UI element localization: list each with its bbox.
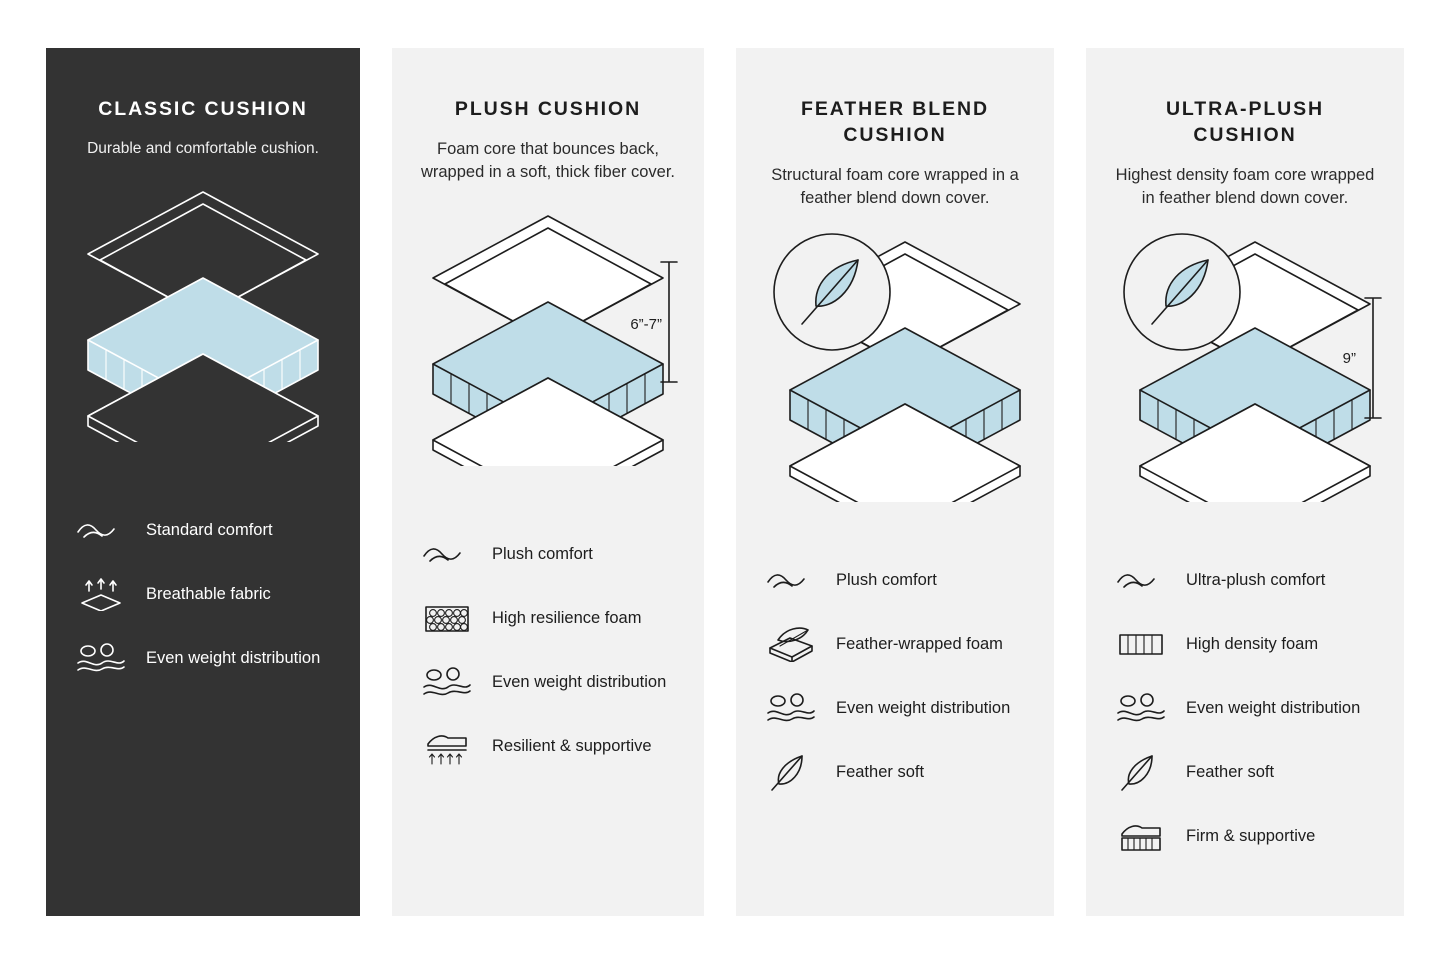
- card-title: ULTRA-PLUSH CUSHION: [1165, 98, 1325, 146]
- cushion-layers-diagram: [418, 206, 678, 506]
- weight-distribution-icon: [1112, 686, 1170, 730]
- feature-label: Firm & supportive: [1186, 827, 1316, 845]
- feature-label: High density foam: [1186, 635, 1319, 653]
- card-description: Structural foam core wrapped in a feather blend down cover.: [771, 166, 1019, 207]
- feature-label: Resilient & supportive: [492, 737, 652, 755]
- honeycomb-foam-icon: [418, 596, 476, 640]
- feature-label: Plush comfort: [492, 545, 593, 563]
- weight-distribution-icon: [72, 636, 130, 680]
- feature-list: [1112, 548, 1378, 868]
- resilient-support-icon: [418, 724, 476, 768]
- feature-item: [1112, 740, 1378, 804]
- feature-label: Feather soft: [1186, 763, 1275, 781]
- feather-callout-bubble: [1124, 234, 1240, 350]
- feature-list: [762, 548, 1028, 804]
- feature-item: [762, 548, 1028, 612]
- feature-label: Breathable fabric: [146, 585, 271, 603]
- card-description: Highest density foam core wrapped in feather blend down cover.: [1115, 166, 1375, 207]
- cushion-layers-diagram: [1112, 232, 1378, 532]
- feature-label: Feather-wrapped foam: [836, 635, 1003, 653]
- card-feather-blend-cushion[interactable]: [736, 48, 1054, 916]
- card-ultra-plush-cushion[interactable]: [1086, 48, 1404, 916]
- feature-label: Feather soft: [836, 763, 925, 781]
- card-title: FEATHER BLEND CUSHION: [801, 98, 989, 146]
- high-density-foam-icon: [1112, 622, 1170, 666]
- feature-item: [72, 498, 334, 562]
- card-title: PLUSH CUSHION: [454, 98, 642, 120]
- cushion-layers-diagram: [72, 182, 334, 482]
- wave-icon: [762, 558, 820, 602]
- feature-item: [418, 586, 678, 650]
- feature-item: [418, 714, 678, 778]
- dimension-label: 6”-7”: [630, 316, 662, 333]
- feather-callout-bubble: [774, 234, 890, 350]
- exploded-cushion-illustration: [423, 206, 673, 466]
- wave-icon: [1112, 558, 1170, 602]
- feature-item: [72, 626, 334, 690]
- feature-item: [1112, 804, 1378, 868]
- feature-item: [762, 676, 1028, 740]
- feature-item: [762, 740, 1028, 804]
- feature-label: Plush comfort: [836, 571, 937, 589]
- feature-item: [762, 612, 1028, 676]
- feature-item: [1112, 612, 1378, 676]
- feature-item: [418, 650, 678, 714]
- weight-distribution-icon: [762, 686, 820, 730]
- feature-label: Even weight distribution: [146, 649, 321, 667]
- feature-label: Even weight distribution: [492, 673, 667, 691]
- feature-label: Ultra-plush comfort: [1186, 571, 1326, 589]
- feature-label: Even weight distribution: [836, 699, 1011, 717]
- feather-wrapped-foam-icon: [762, 622, 820, 666]
- exploded-cushion-illustration: [78, 182, 328, 442]
- card-description: Durable and comfortable cushion.: [87, 140, 319, 157]
- feature-item: [1112, 548, 1378, 612]
- wave-icon: [418, 532, 476, 576]
- card-plush-cushion[interactable]: [392, 48, 704, 916]
- card-title: CLASSIC CUSHION: [98, 98, 308, 120]
- feature-label: Even weight distribution: [1186, 699, 1361, 717]
- feather-icon: [762, 750, 820, 794]
- card-description: Foam core that bounces back, wrapped in a soft, thick fiber cover.: [420, 140, 676, 181]
- dimension-bracket: [1362, 294, 1384, 422]
- dimension-label: 9”: [1342, 350, 1356, 367]
- exploded-cushion-illustration: [1112, 232, 1380, 502]
- breathable-fabric-icon: [72, 572, 130, 616]
- feather-icon: [1112, 750, 1170, 794]
- weight-distribution-icon: [418, 660, 476, 704]
- feature-label: Standard comfort: [146, 521, 273, 539]
- cushion-layers-diagram: [762, 232, 1028, 532]
- feature-list: [72, 498, 334, 690]
- feature-item: [1112, 676, 1378, 740]
- feature-label: High resilience foam: [492, 609, 642, 627]
- feature-item: [418, 522, 678, 586]
- card-classic-cushion[interactable]: [46, 48, 360, 916]
- feature-item: [72, 562, 334, 626]
- exploded-cushion-illustration: [762, 232, 1030, 502]
- feature-list: [418, 522, 678, 778]
- firm-support-icon: [1112, 814, 1170, 858]
- wave-icon: [72, 508, 130, 552]
